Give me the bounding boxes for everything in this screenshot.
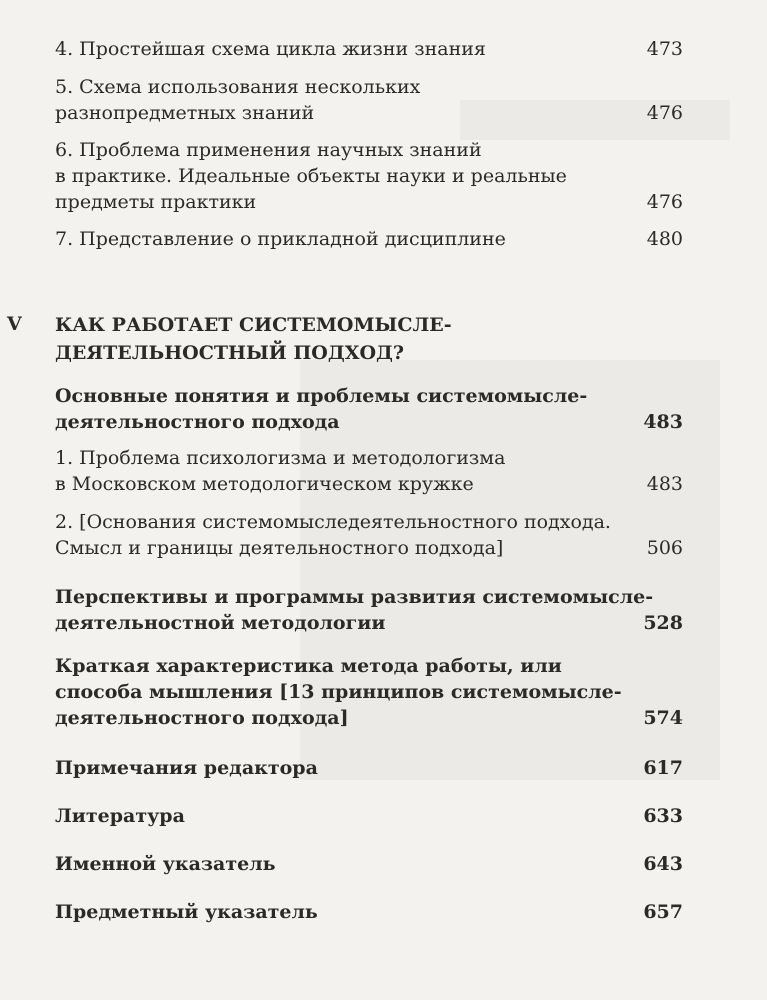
toc-page-number: 633 (643, 805, 683, 827)
toc-line: деятельностного подхода (55, 411, 340, 433)
toc-entry (55, 74, 683, 126)
toc-line: Литература (55, 805, 185, 827)
toc-entry-title (55, 137, 615, 215)
toc-page-number: 473 (646, 38, 683, 60)
toc-section (55, 584, 683, 636)
toc-entry-title (55, 74, 615, 126)
toc-section (55, 653, 683, 731)
toc-page-number: 506 (646, 537, 683, 559)
toc-page-number: 574 (643, 707, 683, 729)
toc-line: Предметный указатель (55, 901, 318, 923)
toc-line: Именной указатель (55, 853, 276, 875)
toc-page-number: 476 (646, 102, 683, 124)
toc-line: 2. [Основания системомыследеятельностного подхода. (55, 511, 611, 533)
toc-line: деятельностного подхода] (55, 707, 349, 729)
toc-section (55, 755, 683, 781)
toc-page-number: 483 (643, 411, 683, 433)
toc-entry-title (55, 445, 615, 497)
toc-line: Примечания редактора (55, 757, 318, 779)
toc-page-number: 483 (646, 473, 683, 495)
toc-entry-title (55, 584, 654, 636)
part-title-line: КАК РАБОТАЕТ СИСТЕМОМЫСЛЕ- (55, 314, 452, 336)
toc-section (55, 383, 683, 435)
toc-entry-title (55, 899, 615, 925)
toc-entry-title (55, 226, 615, 252)
toc-entry-title (55, 755, 615, 781)
toc-page-number: 657 (643, 901, 683, 923)
toc-entry-title (55, 803, 615, 829)
toc-section (55, 851, 683, 877)
toc-entry (55, 226, 683, 252)
toc-entry-title (55, 653, 622, 731)
toc-entry-title (55, 383, 615, 435)
toc-page-number: 528 (643, 612, 683, 634)
toc-page-number: 643 (643, 853, 683, 875)
toc-line: 1. Проблема психологизма и методологизма (55, 447, 506, 469)
toc-line: способа мышления [13 принципов системомысле- (55, 681, 622, 703)
toc-entry (55, 445, 683, 497)
toc-section (55, 899, 683, 925)
toc-entry (55, 36, 683, 62)
toc-line: 6. Проблема применения научных знаний (55, 139, 482, 161)
toc-line: предметы практики (55, 191, 257, 213)
toc-page-number: 476 (646, 191, 683, 213)
toc-line: 7. Представление о прикладной дисциплине (55, 228, 506, 250)
toc-entry (55, 137, 683, 215)
toc-entry-title (55, 36, 615, 62)
toc-page-number: 617 (643, 757, 683, 779)
toc-line: Смысл и границы деятельностного подхода] (55, 537, 504, 559)
part-title-line: ДЕЯТЕЛЬНОСТНЫЙ ПОДХОД? (55, 342, 405, 364)
toc-line: разнопредметных знаний (55, 102, 315, 124)
toc-entry-title (55, 509, 615, 561)
toc-line: 5. Схема использования нескольких (55, 76, 421, 98)
toc-line: в практике. Идеальные объекты науки и реальные (55, 165, 567, 187)
toc-line: Перспективы и программы развития системомысле- (55, 586, 654, 608)
part-title (55, 311, 452, 367)
toc-line: в Московском методологическом кружке (55, 473, 474, 495)
toc-section (55, 803, 683, 829)
toc-entry (55, 509, 683, 561)
toc-line: деятельностной методологии (55, 612, 386, 634)
toc-entry-title (55, 851, 615, 877)
toc-line: Основные понятия и проблемы системомысле- (55, 385, 588, 407)
toc-page-number: 480 (646, 228, 683, 250)
toc-line: Краткая характеристика метода работы, или (55, 655, 562, 677)
part-number: V (7, 313, 22, 335)
toc-line: 4. Простейшая схема цикла жизни знания (55, 38, 486, 60)
